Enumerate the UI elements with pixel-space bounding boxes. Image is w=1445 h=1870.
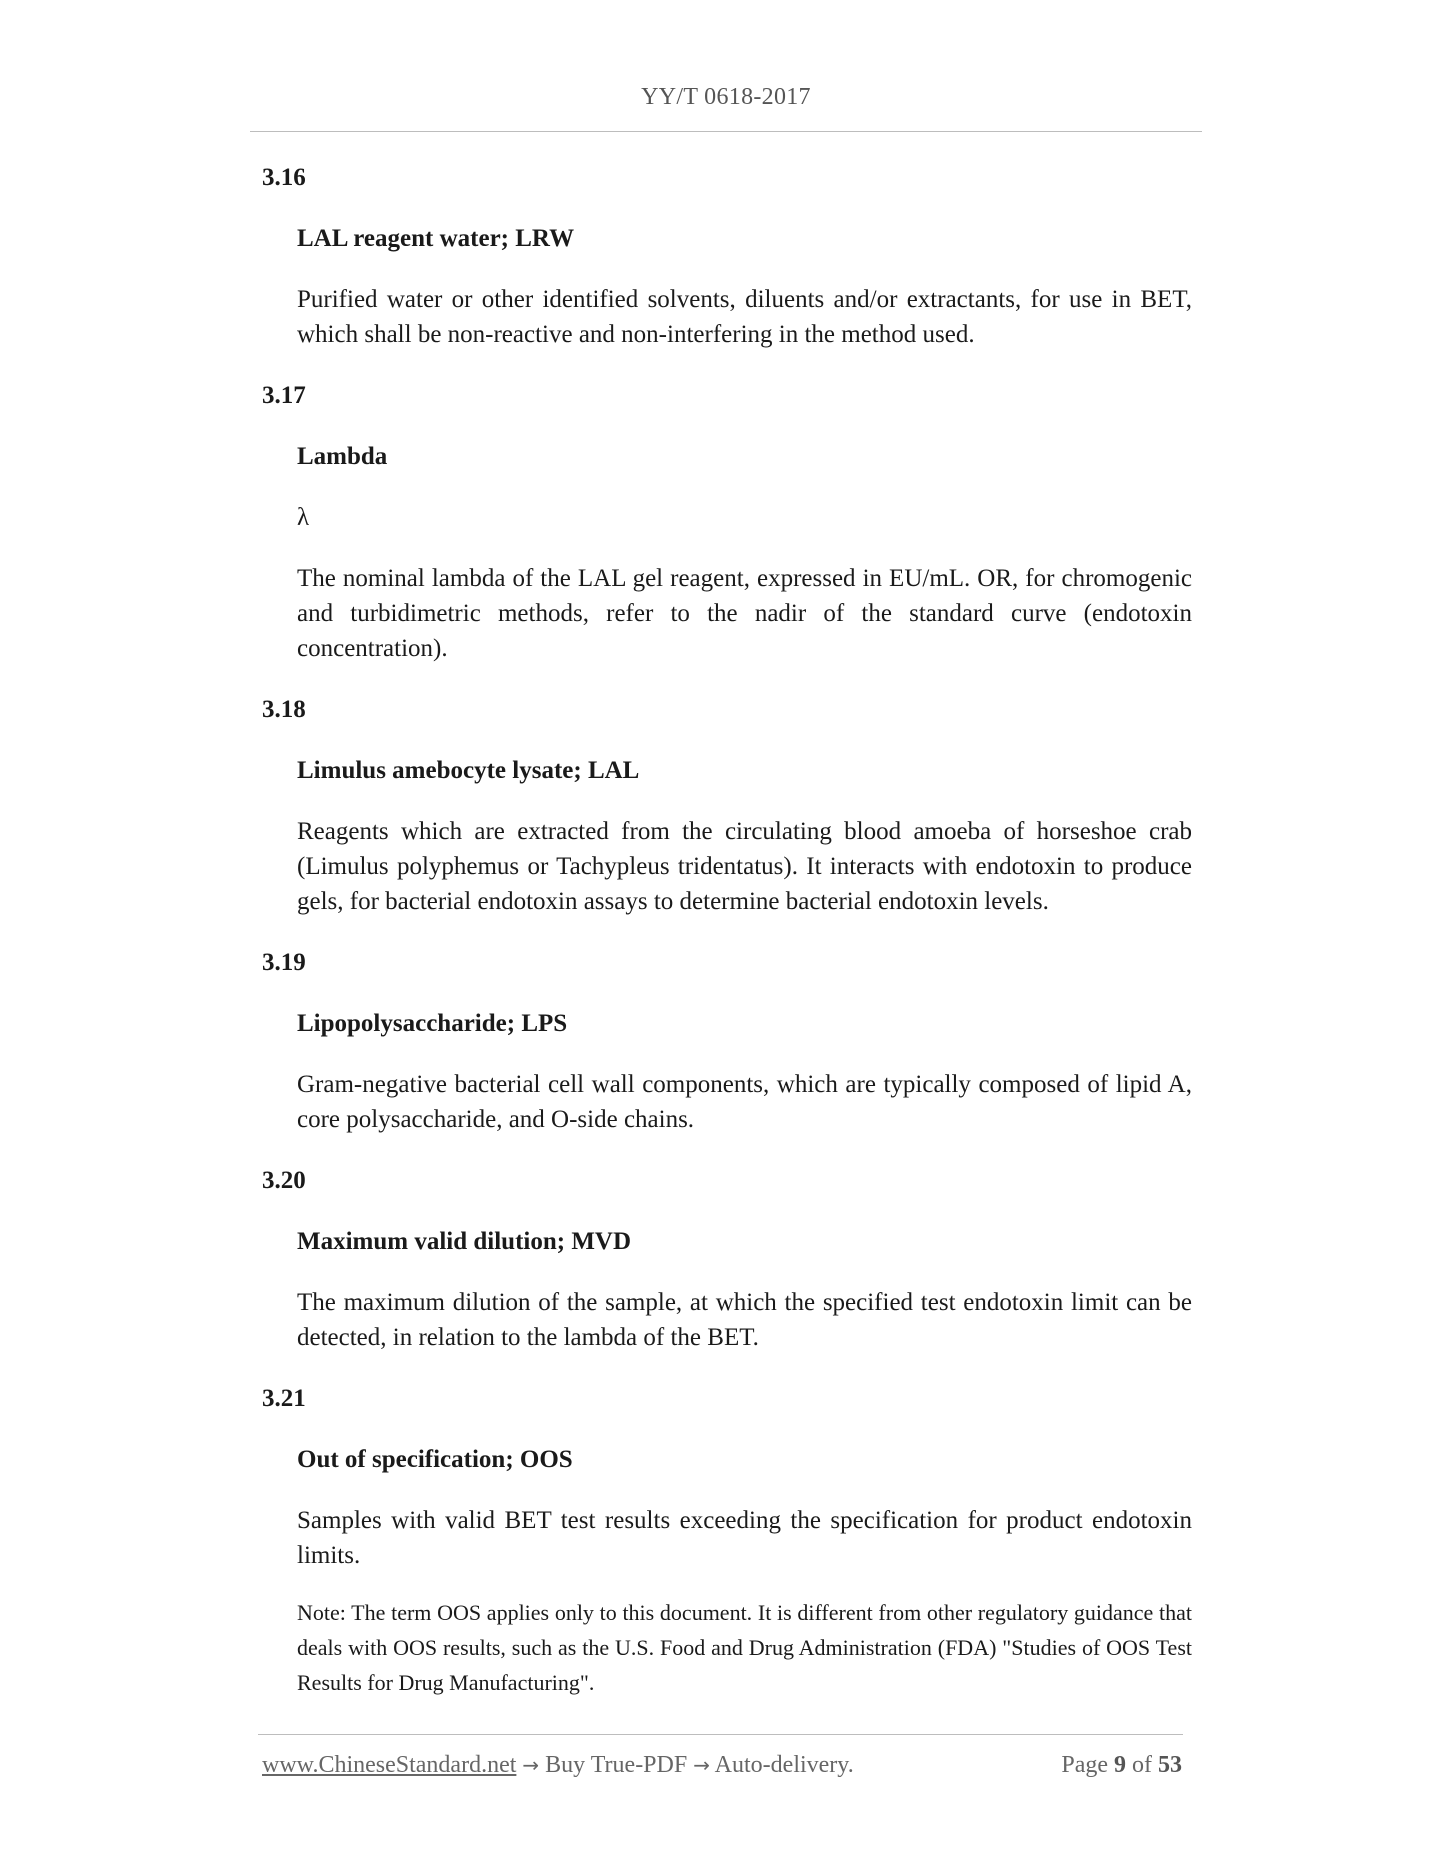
header-divider — [250, 131, 1202, 132]
arrow-right-icon: → — [693, 1753, 710, 1777]
auto-delivery-text: Auto-delivery. — [714, 1752, 854, 1778]
term-title: Lipopolysaccharide; LPS — [297, 1010, 568, 1037]
clause-3-20 — [262, 1165, 1192, 1355]
term-title: Out of specification; OOS — [297, 1446, 573, 1473]
buy-true-pdf-text: Buy True-PDF — [545, 1752, 688, 1778]
clause-number: 3.19 — [262, 949, 306, 976]
arrow-right-icon: → — [522, 1753, 540, 1777]
term-definition: Samples with valid BET test results exceeding the specification for product endotoxin limits. — [297, 1507, 1192, 1569]
term-title: LAL reagent water; LRW — [297, 225, 575, 252]
clause-3-21 — [262, 1383, 1192, 1700]
page-current: 9 — [1114, 1752, 1126, 1778]
term-definition: Gram-negative bacterial cell wall components, which are typically composed of lipid A, core polysaccharide, and O-side chains. — [297, 1071, 1192, 1133]
clause-3-18 — [262, 694, 1192, 919]
term-note: Note: The term OOS applies only to this document. It is different from other regulatory guidance that deals with OOS results, such as the U.S. Food and Drug Administration (FDA) "Studies of OOS Test Results for Drug Manufacturing". — [297, 1600, 1192, 1695]
page-total: 53 — [1158, 1752, 1182, 1778]
footer-promo — [262, 1752, 854, 1779]
term-title: Lambda — [297, 443, 388, 470]
clause-3-19 — [262, 947, 1192, 1137]
term-title: Maximum valid dilution; MVD — [297, 1228, 632, 1255]
term-definition: Reagents which are extracted from the circulating blood amoeba of horseshoe crab (Limulus polyphemus or Tachypleus tridentatus). It interacts with endotoxin to produce gels, for bacterial endotoxin assays to determine bacterial endotoxin levels. — [297, 818, 1192, 915]
definitions-body — [262, 162, 1192, 1700]
site-link[interactable]: www.ChineseStandard.net — [262, 1752, 517, 1778]
clause-number: 3.18 — [262, 696, 306, 723]
clause-number: 3.21 — [262, 1385, 306, 1412]
clause-3-17 — [262, 380, 1192, 666]
term-definition: The nominal lambda of the LAL gel reagent, expressed in EU/mL. OR, for chromogenic and turbidimetric methods, refer to the nadir of the standard curve (endotoxin concentration). — [297, 565, 1192, 662]
clause-number: 3.20 — [262, 1167, 306, 1194]
term-title: Limulus amebocyte lysate; LAL — [297, 757, 640, 784]
clause-number: 3.16 — [262, 164, 306, 191]
page-indicator — [1061, 1752, 1182, 1779]
term-definition: Purified water or other identified solvents, diluents and/or extractants, for use in BET, which shall be non-reactive and non-interfering in the method used. — [297, 286, 1192, 348]
term-definition: The maximum dilution of the sample, at which the specified test endotoxin limit can be detected, in relation to the lambda of the BET. — [297, 1289, 1192, 1351]
running-header: YY/T 0618-2017 — [641, 84, 811, 110]
footer-divider — [258, 1734, 1183, 1735]
term-symbol: λ — [297, 504, 310, 531]
clause-3-16 — [262, 162, 1192, 352]
page-label: Page — [1061, 1752, 1108, 1778]
clause-number: 3.17 — [262, 382, 306, 409]
of-label: of — [1132, 1752, 1152, 1778]
